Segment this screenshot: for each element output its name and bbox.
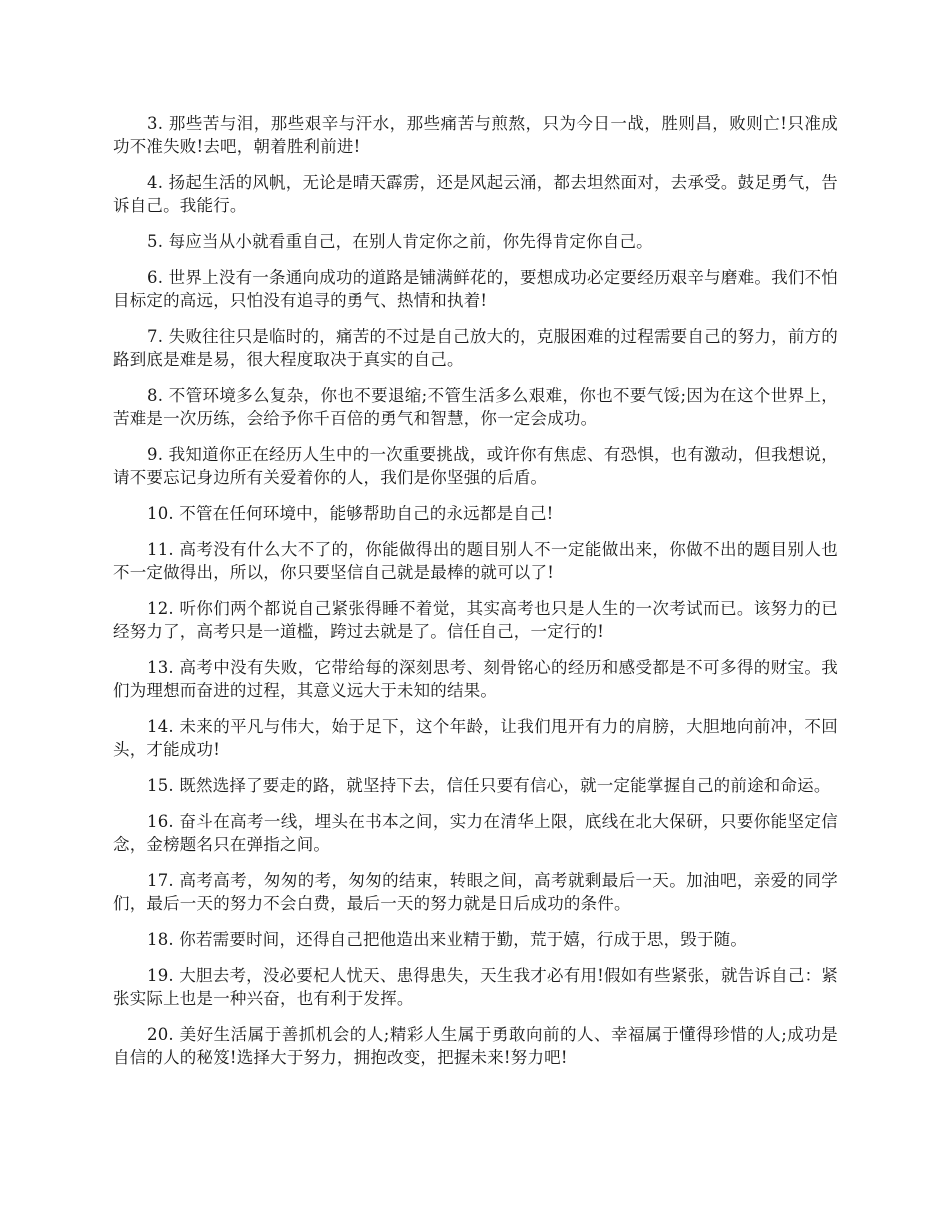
document-body (113, 112, 838, 1082)
paragraph-10: 10. 不管在任何环境中，能够帮助自己的永远都是自己! (147, 504, 554, 523)
paragraph-7: 7. 失败往往只是临时的，痛苦的不过是自己放大的，克服困难的过程需要自己的努力，前方的路到底是难是易，很大程度取决于真实的自己。 (113, 327, 838, 369)
paragraph-8: 8. 不管环境多么复杂，你也不要退缩;不管生活多么艰难，你也不要气馁;因为在这个世界上，苦难是一次历练，会给予你千百倍的勇气和智慧，你一定会成功。 (113, 386, 838, 428)
paragraph-20: 20. 美好生活属于善抓机会的人;精彩人生属于勇敢向前的人、幸福属于懂得珍惜的人;成功是自信的人的秘笈!选择大于努力，拥抱改变，把握未来!努力吧! (113, 1025, 838, 1067)
paragraph-6: 6. 世界上没有一条通向成功的道路是铺满鲜花的，要想成功必定要经历艰辛与磨难。我们不怕目标定的高远，只怕没有追寻的勇气、热情和执着! (113, 268, 838, 310)
paragraph-11: 11. 高考没有什么大不了的，你能做得出的题目别人不一定能做出来，你做不出的题目别人也不一定做得出，所以，你只要坚信自己就是最棒的就可以了! (113, 540, 838, 582)
paragraph-19: 19. 大胆去考，没必要杞人忧天、患得患失，天生我才必有用!假如有些紧张，就告诉自己：紧张实际上也是一种兴奋，也有利于发挥。 (113, 966, 838, 1008)
paragraph-13: 13. 高考中没有失败，它带给每的深刻思考、刻骨铭心的经历和感受都是不可多得的财宝。我们为理想而奋进的过程，其意义远大于未知的结果。 (113, 658, 838, 700)
paragraph-9: 9. 我知道你正在经历人生中的一次重要挑战，或许你有焦虑、有恐惧，也有激动，但我想说，请不要忘记身边所有关爱着你的人，我们是你坚强的后盾。 (113, 445, 838, 487)
paragraph-3: 3. 那些苦与泪，那些艰辛与汗水，那些痛苦与煎熬，只为今日一战，胜则昌，败则亡!只准成功不准失败!去吧，朝着胜利前进! (113, 114, 838, 156)
paragraph-4: 4. 扬起生活的风帆，无论是晴天霹雳，还是风起云涌，都去坦然面对，去承受。鼓足勇气，告诉自己。我能行。 (113, 173, 838, 215)
paragraph-16: 16. 奋斗在高考一线，埋头在书本之间，实力在清华上限，底线在北大保研，只要你能坚定信念，金榜题名只在弹指之间。 (113, 812, 838, 854)
paragraph-14: 14. 未来的平凡与伟大，始于足下，这个年龄，让我们甩开有力的肩膀，大胆地向前冲，不回头，才能成功! (113, 717, 838, 759)
paragraph-12: 12. 听你们两个都说自己紧张得睡不着觉，其实高考也只是人生的一次考试而已。该努力的已经努力了，高考只是一道槛，跨过去就是了。信任自己，一定行的! (113, 599, 838, 641)
paragraph-18: 18. 你若需要时间，还得自己把他造出来业精于勤，荒于嬉，行成于思，毁于随。 (147, 930, 748, 949)
paragraph-17: 17. 高考高考，匆匆的考，匆匆的结束，转眼之间，高考就剩最后一天。加油吧，亲爱的同学们，最后一天的努力不会白费，最后一天的努力就是日后成功的条件。 (113, 871, 838, 913)
paragraph-15: 15. 既然选择了要走的路，就坚持下去，信任只要有信心，就一定能掌握自己的前途和命运。 (147, 776, 831, 795)
paragraph-5: 5. 每应当从小就看重自己，在别人肯定你之前，你先得肯定你自己。 (147, 232, 653, 251)
